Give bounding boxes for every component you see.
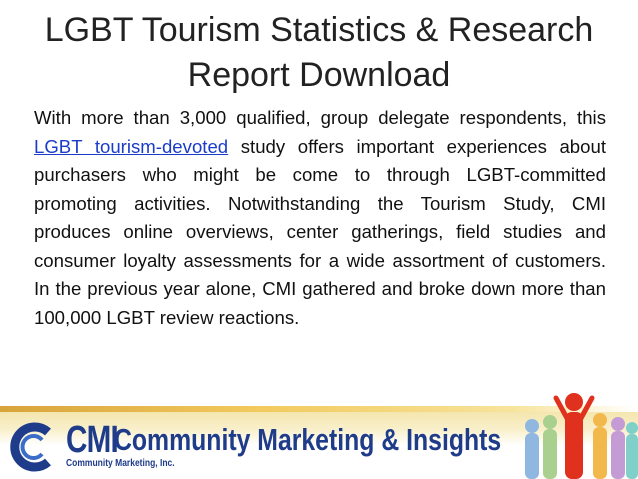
slide-title-line-1: LGBT Tourism Statistics & Research (44, 11, 594, 49)
slide-title-line-2: Report Download (187, 56, 451, 94)
cmi-logo-text: CMI (66, 419, 118, 461)
body-paragraph (34, 104, 606, 332)
body-text-before-link: With more than 3,000 qualified, group delegate respondents, this (34, 107, 606, 128)
body-text-after-link: study offers important experiences about purchasers who might be come to through LGBT-committed promoting activities. Notwithstanding the Tourism Study, CMI produces online overviews, center gatherings, field studies and consumer loyalty assessments for a wide assortment of customers. In the previous year alone, CMI gathered and broke down more than 100,000 LGBT review reactions. (34, 135, 606, 328)
lgbt-tourism-link[interactable]: LGBT tourism-devoted (34, 135, 229, 157)
cmi-banner (0, 390, 638, 479)
crowd-people-illustration-icon (510, 390, 638, 479)
cmi-c-logo-icon (4, 422, 64, 472)
brand-subtitle: Community Marketing, Inc. (66, 458, 175, 469)
slide-title (20, 8, 618, 98)
brand-name: Community Marketing & Insights (114, 422, 502, 457)
